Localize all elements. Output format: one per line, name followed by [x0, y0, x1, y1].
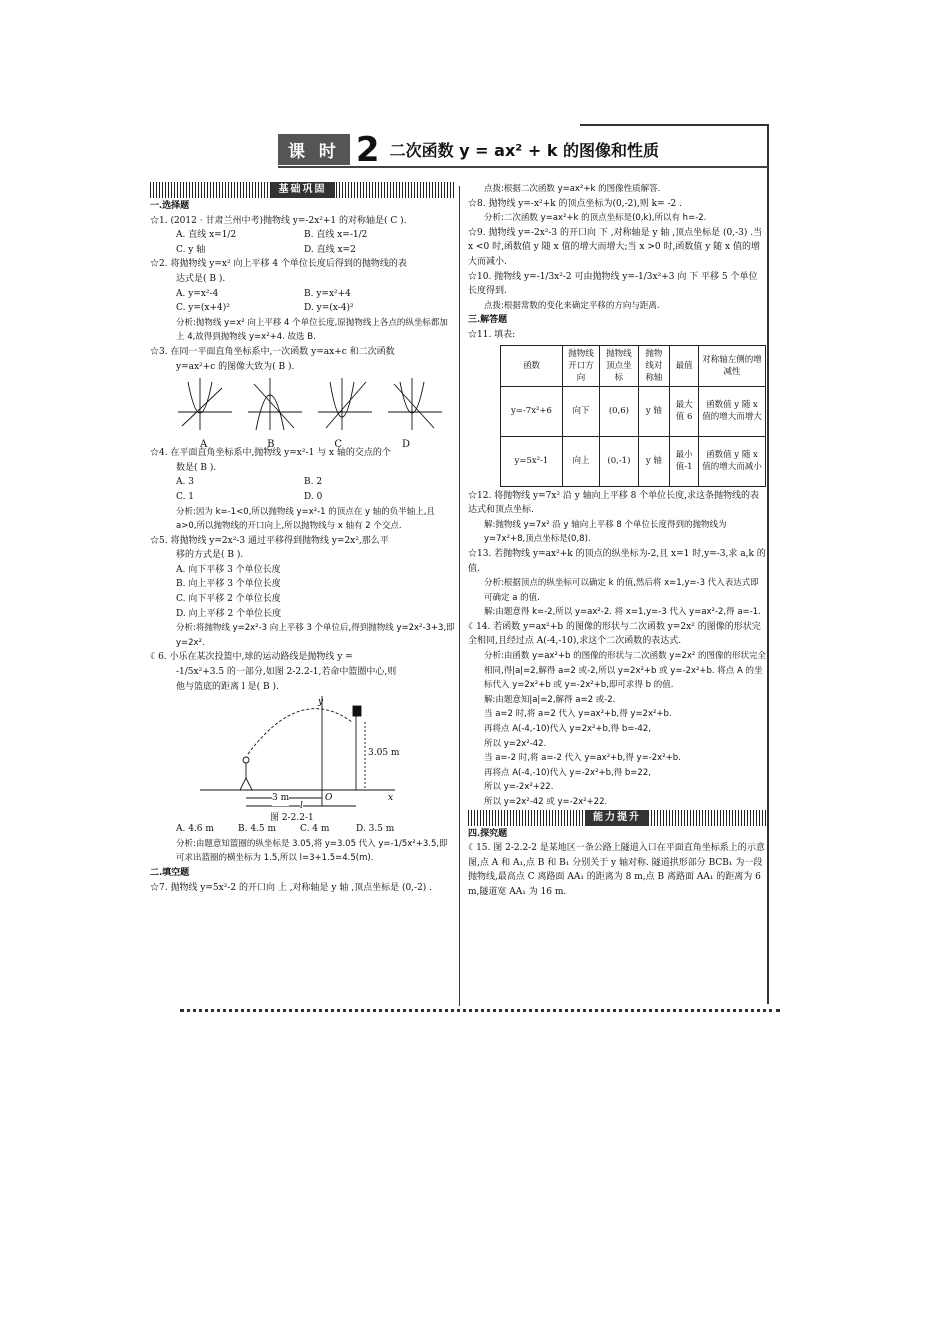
- part-heading: 二.填空题: [150, 868, 190, 878]
- lesson-title: 二次函数 y = ax² + k 的图像和性质: [389, 141, 660, 160]
- lesson-number: 2: [355, 129, 380, 170]
- basketball-svg: [180, 694, 400, 810]
- option: C. y 轴: [176, 244, 206, 255]
- option: D. 向上平移 2 个单位长度: [176, 608, 282, 619]
- table-header: 抛物线顶点坐标: [600, 345, 638, 386]
- option: A. 4.6 m: [176, 824, 214, 835]
- question-7: ☆7. 抛物线 y=5x²-2 的开口向 上 ,对称轴是 y 轴 ,顶点坐标是 (0,-2) .: [150, 882, 433, 893]
- analysis-q14: 分析:由函数 y=ax²+b 的图像的形状与二次函数 y=2x² 的图像的形状完全相同,得|a|=2,解得 a=2 或-2,所以 y=2x²+b 或 y=-2x²+b. 将点 A 的坐标代入 y=2x²+b 或 y=-2x²+b,即可求得 b 的值.: [484, 651, 766, 691]
- option: D. 直线 x=2: [304, 244, 356, 255]
- option: D. 3.5 m: [356, 824, 395, 835]
- question-10: ☆10. 抛物线 y=-1/3x²-2 可由抛物线 y=-1/3x²+3 向 下 平移 5 个单位长度得到.: [468, 271, 758, 297]
- table-header: 函数: [501, 345, 563, 386]
- analysis-q5: 分析:将抛物线 y=2x²-3 向上平移 3 个单位后,得到抛物线 y=2x²-3+3,即 y=2x².: [176, 623, 455, 648]
- option: C. 4 m: [300, 824, 330, 835]
- question-13: ☆13. 若抛物线 y=ax²+k 的顶点的纵坐标为-2,且 x=1 时,y=-3,求 a,k 的值.: [468, 548, 766, 574]
- analysis-q6: 分析:由题意知篮圈的纵坐标是 3.05,将 y=3.05 代入 y=-1/5x²+3.5,即可求出篮圈的横坐标为 1.5,所以 l=3+1.5=4.5(m).: [176, 838, 448, 864]
- table-cell: 最大值 6: [670, 386, 699, 436]
- option: A. 向下平移 3 个单位长度: [176, 564, 281, 575]
- tip-q7: 点拨:根据二次函数 y=ax²+k 的图像性质解答.: [484, 184, 661, 194]
- table-row: [501, 436, 766, 486]
- analysis-q2: 分析:抛物线 y=x² 向上平移 4 个单位长度,原抛物线上各点的纵坐标都加上 4,故得到抛物线 y=x²+4. 故选 B.: [176, 317, 448, 343]
- solution-line: 解:由题意知|a|=2,解得 a=2 或-2.: [484, 694, 616, 705]
- solution-line: 所以 y=2x²-42 或 y=-2x²+22.: [484, 797, 608, 807]
- bottom-dotted-rule: [180, 1009, 780, 1012]
- table-cell: 最小值-1: [670, 436, 699, 486]
- section-title-ability: 能力提升: [585, 810, 649, 826]
- graph-label: C: [334, 438, 343, 450]
- question-4-cont: 数是( B ).: [176, 462, 217, 473]
- figure-caption: 图 2-2.2-1: [270, 813, 314, 824]
- options-q4: [150, 475, 455, 504]
- table-cell: y=-7x²+6: [501, 386, 563, 436]
- height-label: 3.05 m: [368, 746, 399, 761]
- graph-label: A: [199, 438, 208, 450]
- question-3-cont: y=ax²+c 的图像大致为( B ).: [176, 361, 295, 372]
- question-12: ☆12. 将抛物线 y=7x² 沿 y 轴向上平移 8 个单位长度,求这条抛物线的表达式和顶点坐标.: [468, 490, 760, 516]
- option: B. y=x²+4: [304, 288, 351, 299]
- options-q2: [150, 287, 455, 316]
- table-cell: 向上: [562, 436, 599, 486]
- l-label: l: [300, 799, 303, 814]
- left-column: [150, 182, 455, 895]
- table-cell: (0,-1): [600, 436, 638, 486]
- svg-text:O: O: [325, 793, 333, 804]
- question-9: ☆9. 抛物线 y=-2x²-3 的开口向 下 ,对称轴是 y 轴 ,顶点坐标是 (0,-3) .当 x <0 时,函数值 y 随 x 值的增大而增大;当 x >0 时,函数值 y 随 x 值的增大而减小.: [468, 227, 763, 267]
- table-header: 最值: [670, 345, 699, 386]
- options-q1: [150, 228, 455, 257]
- solution-line: 当 a=2 时,将 a=2 代入 y=ax²+b,得 y=2x²+b.: [484, 709, 672, 720]
- frame-right-line: [767, 124, 769, 1004]
- section-band-basic: [150, 182, 455, 198]
- question-6-cont: -1/5x²+3.5 的一部分,如图 2-2.2-1,若命中篮圈中心,则: [176, 667, 397, 678]
- option: C. y=(x+4)²: [176, 303, 230, 314]
- option: B. 2: [304, 477, 323, 488]
- analysis-q4: 分析:因为 k=-1<0,所以抛物线 y=x²-1 的顶点在 y 轴的负半轴上,且 a>0,所以抛物线的开口向上,所以抛物线与 x 轴有 2 个交点.: [176, 506, 435, 532]
- solution-q12: 解:抛物线 y=7x² 沿 y 轴向上平移 8 个单位长度得到的抛物线为 y=7x²+8,顶点坐标是(0,8).: [484, 519, 727, 545]
- option: C. 向下平移 2 个单位长度: [176, 594, 281, 605]
- table-cell: y 轴: [638, 436, 670, 486]
- right-column: [468, 182, 766, 900]
- worksheet-page: [150, 120, 775, 1020]
- four-graphs-svg: [170, 374, 450, 432]
- tip-q10: 点拨:根据常数的变化来确定平移的方向与距离.: [484, 300, 660, 311]
- svg-text:x: x: [388, 793, 394, 804]
- table-header: 抛物线开口方向: [562, 345, 599, 386]
- table-cell: 函数值 y 随 x 值的增大而增大: [698, 386, 765, 436]
- question-14: ☾14. 若函数 y=ax²+b 的图像的形状与二次函数 y=2x² 的图像的形状完全相同,且经过点 A(-4,-10),求这个二次函数的表达式.: [468, 621, 761, 647]
- part-heading: 一.选择题: [150, 201, 190, 211]
- table-cell: 函数值 y 随 x 值的增大而减小: [698, 436, 765, 486]
- option: C. 1: [176, 491, 195, 502]
- option: A. 直线 x=1/2: [176, 230, 237, 241]
- solution-line: 再将点 A(-4,-10)代入 y=-2x²+b,得 b=22,: [484, 767, 651, 778]
- svg-text:y: y: [318, 697, 324, 708]
- analysis-q13: 分析:根据顶点的纵坐标可以确定 k 的值,然后将 x=1,y=-3 代入表达式即可确定 a 的值.: [484, 578, 759, 603]
- table-header: 对称轴左侧的增减性: [698, 345, 765, 386]
- table-cell: 向下: [562, 386, 599, 436]
- option: D. 0: [304, 491, 323, 502]
- graph-label: B: [267, 438, 275, 450]
- solution-line: 当 a=-2 时,将 a=-2 代入 y=ax²+b,得 y=-2x²+b.: [484, 753, 681, 764]
- question-2: ☆2. 将抛物线 y=x² 向上平移 4 个单位长度后得到的抛物线的表: [150, 259, 407, 270]
- table-header-row: [501, 345, 766, 386]
- part-heading: 三.解答题: [468, 315, 508, 326]
- question-4: ☆4. 在平面直角坐标系中,抛物线 y=x²-1 与 x 轴的交点的个: [150, 448, 391, 459]
- graph-labels: [170, 438, 440, 453]
- section-band-ability: [468, 810, 766, 826]
- frame-top-line: [580, 124, 768, 126]
- graph-options-figure: [170, 374, 455, 450]
- option: A. y=x²-4: [176, 288, 219, 299]
- basketball-figure: [180, 694, 455, 822]
- option: B. 向上平移 3 个单位长度: [176, 579, 281, 590]
- table-cell: y=5x²-1: [501, 436, 563, 486]
- question-5: ☆5. 将抛物线 y=2x²-3 通过平移得到抛物线 y=2x²,那么平: [150, 535, 389, 546]
- question-8: ☆8. 抛物线 y=-x²+k 的顶点坐标为(0,-2),则 k= -2 .: [468, 198, 682, 209]
- question-6-cont2: 他与篮底的距离 l 是( B ).: [176, 681, 279, 692]
- option: A. 3: [176, 477, 194, 488]
- width-label: 3 m: [272, 791, 289, 806]
- option: D. y=(x-4)²: [304, 303, 354, 314]
- question-5-cont: 移的方式是( B ).: [176, 550, 244, 561]
- question-11: ☆11. 填表:: [468, 329, 516, 340]
- solution-line: 所以 y=-2x²+22.: [484, 782, 554, 793]
- part-heading: 四.探究题: [468, 828, 508, 839]
- fill-table: [500, 345, 766, 487]
- table-header: 抛物线对称轴: [638, 345, 670, 386]
- option: B. 4.5 m: [238, 824, 277, 835]
- analysis-q8: 分析:二次函数 y=ax²+k 的顶点坐标是(0,k),所以有 h=-2.: [484, 213, 707, 224]
- table-cell: y 轴: [638, 386, 670, 436]
- option: B. 直线 x=-1/2: [304, 230, 368, 241]
- question-2-cont: 达式是( B ).: [176, 273, 226, 284]
- graph-label: D: [401, 438, 410, 450]
- table-row: [501, 386, 766, 436]
- solution-line: 再将点 A(-4,-10)代入 y=2x²+b,得 b=-42,: [484, 724, 651, 735]
- question-3: ☆3. 在同一平面直角坐标系中,一次函数 y=ax+c 和二次函数: [150, 346, 395, 357]
- header-rule: [278, 166, 768, 168]
- question-1: ☆1. (2012 · 甘肃兰州中考)抛物线 y=-2x²+1 的对称轴是( C ).: [150, 215, 407, 226]
- lesson-badge: 课 时: [278, 134, 350, 165]
- section-title-basic: 基础巩固: [271, 182, 335, 198]
- lesson-header: [278, 129, 660, 170]
- question-15: ☾15. 图 2-2.2-2 是某地区一条公路上隧道入口在平面直角坐标系上的示意图,点 A 和 A₁,点 B 和 B₁ 分别关于 y 轴对称. 隧道拱形部分 BCB₁ 为一段抛物线,最高点 C 离路面 AA₁ 的距离为 8 m,点 B 离路面 AA₁ 的距离为 6 m,隧道宽 AA₁ 为 16 m.: [468, 843, 765, 897]
- table-cell: (0,6): [600, 386, 638, 436]
- solution-line: 所以 y=2x²-42.: [484, 738, 547, 749]
- solution-q13: 解:由题意得 k=-2,所以 y=ax²-2. 将 x=1,y=-3 代入 y=ax²-2,得 a=-1.: [484, 607, 761, 618]
- column-divider: [459, 186, 460, 1006]
- question-6: ☾6. 小乐在某次投篮中,球的运动路线是抛物线 y =: [150, 652, 353, 663]
